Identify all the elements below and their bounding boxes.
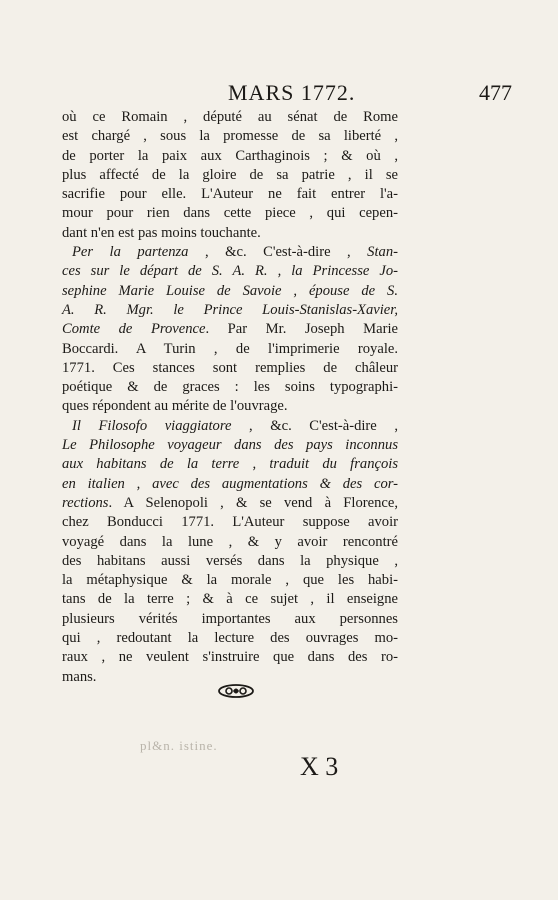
- running-title: MARS 1772.: [228, 80, 356, 105]
- text-segment: plus affecté de la gloire de sa patrie , il se: [62, 166, 398, 183]
- text-segment: tans de la terre ; & à ce sujet , il enseigne: [62, 591, 398, 608]
- text-line: [62, 166, 398, 185]
- text-segment: qui , redoutant la lecture des ouvrages mo-: [62, 630, 398, 647]
- page-number: 477: [479, 80, 512, 105]
- text-segment: dant n'en est pas moins touchante.: [62, 224, 261, 241]
- italic-segment: Il Filosofo viaggiatore: [72, 417, 232, 434]
- text-segment: plusieurs vérités importantes aux personnes: [62, 610, 398, 627]
- text-line: [62, 108, 398, 127]
- text-segment: voyagé dans la lune , & y avoir rencontré: [62, 533, 398, 550]
- text-segment: où ce Romain , député au sénat de Rome: [62, 109, 398, 125]
- text-line: [62, 320, 398, 339]
- text-segment: de porter la paix aux Carthaginois ; & où ,: [62, 147, 398, 164]
- text-line: [62, 282, 398, 301]
- text-line: [62, 533, 398, 552]
- italic-segment: sephine Marie Louise de Savoie , épouse de S.: [62, 282, 398, 299]
- text-line: [62, 204, 398, 223]
- text-line: [62, 436, 398, 455]
- italic-segment: Le Philosophe voyageur dans des pays inconnus: [62, 437, 398, 454]
- text-line: [62, 224, 398, 243]
- text-segment: ques répondent au mérite de l'ouvrage.: [62, 398, 288, 415]
- text-segment: mans.: [62, 668, 97, 685]
- text-line: [62, 185, 398, 204]
- italic-segment: Stan-: [367, 244, 398, 261]
- text-segment: sacrifie pour elle. L'Auteur ne fait entrer l'a-: [62, 186, 398, 203]
- text-segment: 1771. Ces stances sont remplies de châleur: [62, 359, 398, 376]
- text-segment: poétique & de graces : les soins typographi-: [62, 379, 398, 396]
- text-segment: des habitans aussi versés dans la physique ,: [62, 552, 398, 569]
- text-line: [62, 147, 398, 166]
- italic-segment: Per la partenza: [72, 244, 189, 261]
- text-line: [62, 475, 398, 494]
- text-line: [62, 127, 398, 146]
- text-line: [62, 417, 398, 436]
- bleed-through-text: pl&n. istine.: [140, 738, 218, 753]
- italic-segment: rections: [62, 494, 109, 511]
- text-segment: la métaphysique & la morale , que les habi-: [62, 572, 398, 589]
- body-text: [62, 108, 398, 687]
- text-segment: raux , ne veulent s'instruire que dans des ro-: [62, 649, 398, 666]
- text-line: [62, 494, 398, 513]
- text-line: [62, 340, 398, 359]
- italic-segment: aux habitans de la terre , traduit du françois: [62, 456, 398, 473]
- text-line: [62, 262, 398, 281]
- text-line: [62, 378, 398, 397]
- text-segment: . A Selenopoli , & se vend à Florence,: [108, 494, 398, 511]
- text-segment: mour pour rien dans cette piece , qui cepen-: [62, 205, 398, 222]
- text-line: [62, 571, 398, 590]
- text-segment: est chargé , sous la promesse de sa liberté ,: [62, 128, 398, 145]
- italic-segment: en italien , avec des augmentations & des cor-: [62, 475, 398, 492]
- text-line: [62, 590, 398, 609]
- text-segment: , &c. C'est-à-dire ,: [188, 244, 368, 261]
- text-line: [62, 301, 398, 320]
- text-line: [62, 455, 398, 474]
- text-line: [62, 513, 398, 532]
- text-line: [62, 552, 398, 571]
- text-line: [62, 359, 398, 378]
- text-line: [62, 610, 398, 629]
- text-line: [62, 648, 398, 667]
- text-line: [62, 629, 398, 648]
- text-segment: Boccardi. A Turin , de l'imprimerie royale.: [62, 340, 398, 357]
- text-line: [62, 397, 398, 416]
- italic-segment: ces sur le départ de S. A. R. , la Princesse Jo-: [62, 263, 398, 280]
- fleuron-ornament-icon: [216, 682, 256, 700]
- text-line: [62, 243, 398, 262]
- text-segment: . Par Mr. Joseph Marie: [205, 321, 398, 338]
- text-segment: , &c. C'est-à-dire ,: [231, 417, 398, 434]
- italic-segment: A. R. Mgr. le Prince Louis-Stanislas-Xavier,: [62, 301, 398, 318]
- signature-mark: X 3: [300, 752, 339, 781]
- page-header: [60, 80, 530, 106]
- italic-segment: Comte de Provence: [62, 321, 206, 338]
- text-segment: chez Bonducci 1771. L'Auteur suppose avoir: [62, 514, 398, 531]
